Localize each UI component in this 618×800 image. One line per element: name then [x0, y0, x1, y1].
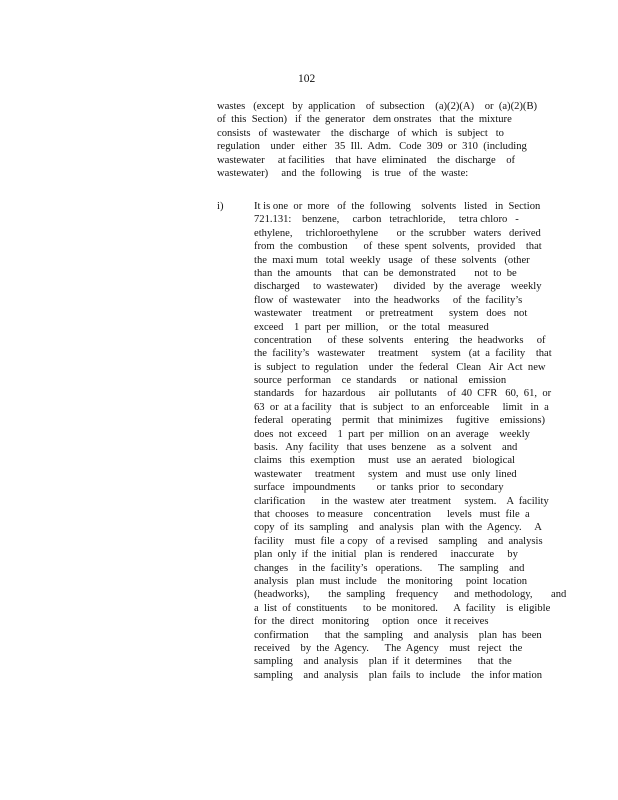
text-line: for the direct monitoring option once it receives: [254, 616, 489, 628]
text-line: wastewater at facilities that have eliminated the discharge of: [217, 154, 516, 166]
text-line: federal operating permit that minimizes fugitive emissions): [254, 415, 545, 427]
text-line: copy of its sampling and analysis plan with the Agency. A: [254, 522, 542, 534]
text-line: ethylene, trichloroethylene or the scrubber waters derived: [254, 227, 541, 239]
text-line: confirmation that the sampling and analysis plan has been: [254, 629, 542, 641]
text-line: discharged to wastewater) divided by the average weekly: [254, 281, 542, 293]
page-number: 102: [298, 73, 316, 85]
text-line: source performan ce standards or national emission: [254, 375, 507, 387]
text-line: It is one or more of the following solvents listed in Section: [254, 201, 541, 212]
text-line: claims this exemption must use an aerated biological: [254, 455, 515, 467]
text-line: changes in the facility’s operations. The sampling and: [254, 562, 525, 574]
text-line: the maxi mum total weekly usage of these solvents (other: [254, 254, 530, 266]
text-line: sampling and analysis plan fails to include the infor mation: [254, 669, 543, 681]
text-line: sampling and analysis plan if it determines that the: [254, 656, 512, 668]
text-line: basis. Any facility that uses benzene as a solvent and: [254, 442, 518, 454]
text-line: wastewater) and the following is true of the waste:: [217, 167, 469, 179]
text-line: wastewater treatment system and must use only lined: [254, 468, 517, 480]
text-line: concentration of these solvents entering the headworks of: [254, 334, 546, 346]
text-line: exceed 1 part per million, or the total measured: [254, 321, 489, 333]
text-line: from the combustion of these spent solvents, provided that: [254, 241, 542, 253]
text-line: is subject to regulation under the federal Clean Air Act new: [254, 361, 546, 373]
text-line: (headworks), the sampling frequency and methodology, and: [254, 589, 567, 601]
text-line: surface impoundments or tanks prior to secondary: [254, 482, 504, 494]
text-line: analysis plan must include the monitoring point location: [254, 575, 528, 587]
text-line: flow of wastewater into the headworks of the facility’s: [254, 294, 523, 306]
text-line: of this Section) if the generator dem onstrates that the mixture: [217, 114, 512, 126]
text-line: than the amounts that can be demonstrated not to be: [254, 267, 517, 279]
text-line: plan only if the initial plan is rendered inaccurate by: [254, 549, 518, 561]
text-line: the facility’s wastewater treatment system (at a facility that: [254, 348, 552, 360]
list-item-text: [254, 200, 567, 682]
text-line: standards for hazardous air pollutants of 40 CFR 60, 61, or: [254, 388, 552, 400]
text-line: 63 or at a facility that is subject to an enforceable limit in a: [254, 401, 549, 413]
text-line: received by the Agency. The Agency must reject the: [254, 642, 523, 654]
intro-paragraph: [217, 100, 537, 180]
text-line: consists of wastewater the discharge of which is subject to: [217, 127, 504, 139]
text-line: does not exceed 1 part per million on an average weekly: [254, 428, 530, 440]
text-line: wastes (except by application of subsection (a)(2)(A) or (a)(2)(B): [217, 101, 538, 112]
text-line: facility must file a copy of a revised sampling and analysis: [254, 535, 543, 547]
text-line: clarification in the wastew ater treatment system. A facility: [254, 495, 549, 507]
text-line: wastewater treatment or pretreatment system does not: [254, 308, 528, 320]
text-line: 721.131: benzene, carbon tetrachloride, tetra chloro -: [254, 214, 519, 226]
list-item-label: i): [217, 201, 224, 212]
text-line: a list of constituents to be monitored. A facility is eligible: [254, 602, 551, 614]
text-line: that chooses to measure concentration levels must file a: [254, 508, 530, 520]
text-line: regulation under either 35 Ill. Adm. Code 309 or 310 (including: [217, 141, 527, 153]
